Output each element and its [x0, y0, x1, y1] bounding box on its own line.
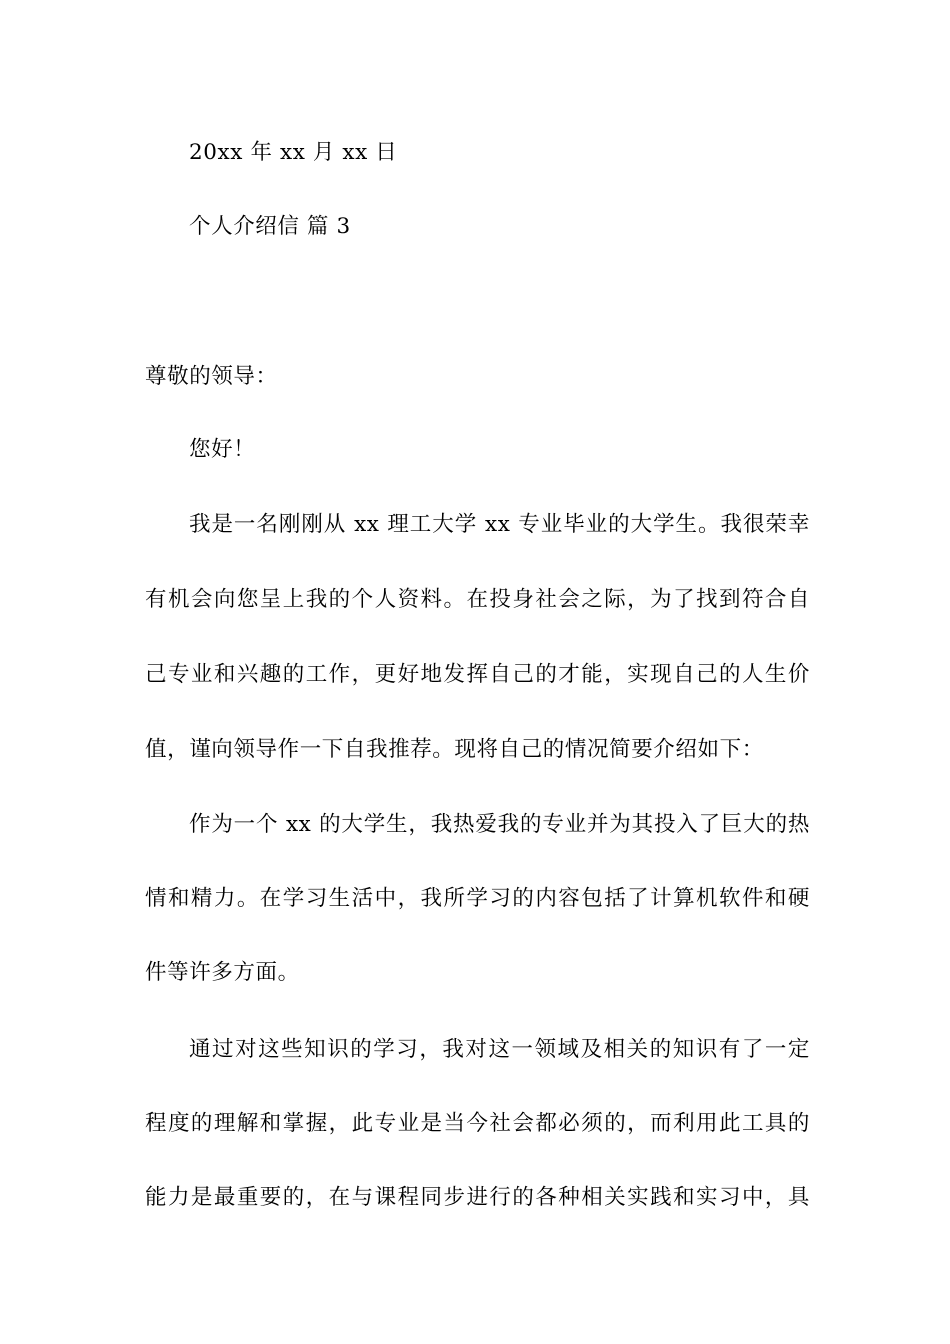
greeting: 您好！ — [189, 437, 256, 462]
date-line: 20xx 年 xx 月 xx 日 — [189, 140, 398, 165]
paragraph-1-line-3: 己专业和兴趣的工作，更好地发挥自己的才能，实现自己的人生价 — [145, 662, 810, 687]
paragraph-2-line-1: 作为一个 xx 的大学生，我热爱我的专业并为其投入了巨大的热 — [189, 812, 810, 837]
salutation: 尊敬的领导： — [145, 364, 278, 389]
paragraph-3-line-1: 通过对这些知识的学习，我对这一领域及相关的知识有了一定 — [189, 1037, 810, 1062]
paragraph-1-line-4: 值，谨向领导作一下自我推荐。现将自己的情况简要介绍如下： — [145, 737, 764, 762]
paragraph-1-line-1: 我是一名刚刚从 xx 理工大学 xx 专业毕业的大学生。我很荣幸 — [189, 512, 810, 537]
paragraph-1-line-2: 有机会向您呈上我的个人资料。在投身社会之际，为了找到符合自 — [145, 587, 810, 612]
paragraph-3-line-3: 能力是最重要的，在与课程同步进行的各种相关实践和实习中，具 — [145, 1185, 810, 1210]
paragraph-2-line-3: 件等许多方面。 — [145, 960, 300, 985]
section-title: 个人介绍信 篇 3 — [189, 214, 351, 239]
paragraph-3-line-2: 程度的理解和掌握，此专业是当今社会都必须的，而利用此工具的 — [145, 1111, 810, 1136]
paragraph-2-line-2: 情和精力。在学习生活中，我所学习的内容包括了计算机软件和硬 — [145, 886, 810, 911]
